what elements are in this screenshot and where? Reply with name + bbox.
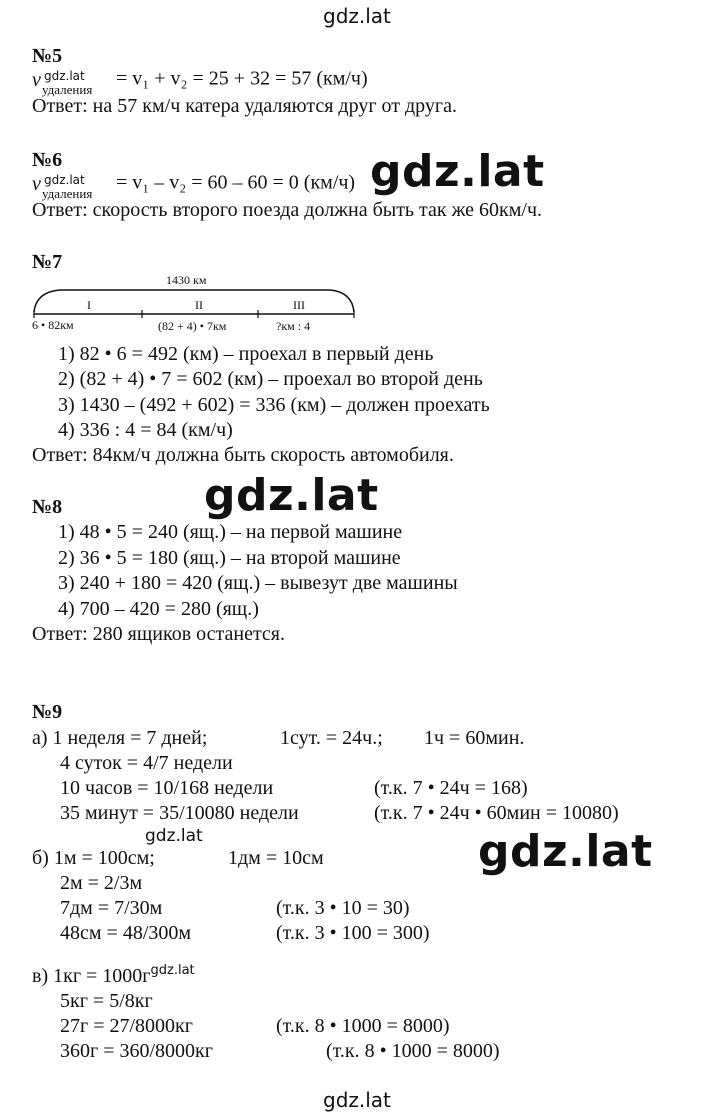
task-8-step: 2) 36 • 5 = 180 (ящ.) – на второй машине (58, 547, 401, 569)
task-7-heading: №7 (32, 251, 63, 273)
task-9b-line: б) 1м = 100см; (32, 847, 155, 869)
diagram-label-1: 6 • 82км (32, 318, 74, 332)
task-5-answer: Ответ: на 57 км/ч катера удаляются друг от друга. (32, 95, 457, 117)
diagram-total: 1430 км (166, 273, 207, 287)
route-diagram (30, 270, 360, 336)
diagram-label-3: ?км : 4 (276, 319, 311, 333)
equation-rest: = v₁ + v₂ = 25 + 32 = 57 (км/ч) (116, 67, 368, 90)
task-9a-line: 10 часов = 10/168 недели (60, 777, 274, 799)
task-9c-line: 27г = 27/8000кг (60, 1015, 193, 1037)
task-9c-note: (т.к. 8 • 1000 = 8000) (326, 1040, 500, 1062)
velocity-subscript: удаления (42, 82, 93, 97)
task-9a-note: (т.к. 7 • 24ч = 168) (374, 777, 528, 799)
task-9-heading: №9 (32, 701, 63, 723)
task-8-step: 3) 240 + 180 = 420 (ящ.) – вывезут две машины (58, 572, 458, 594)
task-9a-line: а) 1 неделя = 7 дней; (32, 727, 208, 749)
task-9b-line: 1дм = 10см (228, 847, 324, 869)
task-9b-line: 48см = 48/300м (60, 922, 192, 944)
task-7-step: 4) 336 : 4 = 84 (км/ч) (58, 419, 233, 441)
task-9a-note: (т.к. 7 • 24ч • 60мин = 10080) (374, 802, 619, 824)
diagram-seg-1: I (87, 298, 91, 312)
task-9b-line: 2м = 2/3м (60, 872, 143, 894)
watermark-tiny: gdz.lat (44, 69, 85, 83)
task-9c-line: 5кг = 5/8кг (60, 990, 153, 1012)
velocity-subscript: удаления (42, 186, 93, 201)
task-9b-line: 7дм = 7/30м (60, 897, 163, 919)
task-7-step: 3) 1430 – (492 + 602) = 336 (км) – должен проехать (58, 394, 490, 416)
watermark-tiny: gdz.lat (150, 963, 195, 978)
task-5-equation (32, 66, 368, 97)
task-9c-line: 360г = 360/8000кг (60, 1040, 213, 1062)
task-9c-note: (т.к. 8 • 1000 = 8000) (276, 1015, 450, 1037)
task-9c-text: в) 1кг = 1000г (32, 965, 151, 987)
velocity-symbol: v (32, 173, 41, 195)
task-8-step: 1) 48 • 5 = 240 (ящ.) – на первой машине (58, 521, 403, 543)
task-9a-line: 35 минут = 35/10080 недели (60, 802, 299, 824)
task-7-step: 1) 82 • 6 = 492 (км) – проехал в первый день (58, 343, 434, 365)
watermark-top: gdz.lat (323, 4, 391, 28)
watermark-small: gdz.lat (145, 826, 203, 846)
velocity-symbol: v (32, 69, 41, 91)
watermark-tiny: gdz.lat (44, 173, 85, 187)
watermark-large: gdz.lat (204, 470, 379, 521)
task-9c-line (32, 964, 195, 991)
task-7-answer: Ответ: 84км/ч должна быть скорость автомобиля. (32, 444, 454, 466)
task-9b-note: (т.к. 3 • 10 = 30) (276, 897, 410, 919)
task-5-heading: №5 (32, 45, 63, 67)
diagram-seg-3: III (293, 298, 305, 312)
task-7-step: 2) (82 + 4) • 7 = 602 (км) – проехал во второй день (58, 368, 483, 390)
equation-rest: = v₁ – v₂ = 60 – 60 = 0 (км/ч) (116, 171, 356, 194)
task-6-answer: Ответ: скорость второго поезда должна быть так же 60км/ч. (32, 199, 543, 221)
task-8-step: 4) 700 – 420 = 280 (ящ.) (58, 598, 259, 620)
task-8-heading: №8 (32, 496, 63, 518)
task-9a-line: 1ч = 60мин. (424, 727, 525, 749)
watermark-large: gdz.lat (370, 146, 545, 197)
watermark-bottom: gdz.lat (323, 1088, 391, 1112)
task-8-answer: Ответ: 280 ящиков останется. (32, 623, 286, 645)
diagram-label-2: (82 + 4) • 7км (158, 319, 227, 333)
task-9b-note: (т.к. 3 • 100 = 300) (276, 922, 430, 944)
task-9a-line: 4 суток = 4/7 недели (60, 752, 233, 774)
task-9a-line: 1сут. = 24ч.; (280, 727, 383, 749)
task-6-heading: №6 (32, 149, 63, 171)
watermark-large: gdz.lat (478, 826, 653, 877)
diagram-seg-2: II (195, 298, 203, 312)
task-6-equation (32, 170, 356, 201)
